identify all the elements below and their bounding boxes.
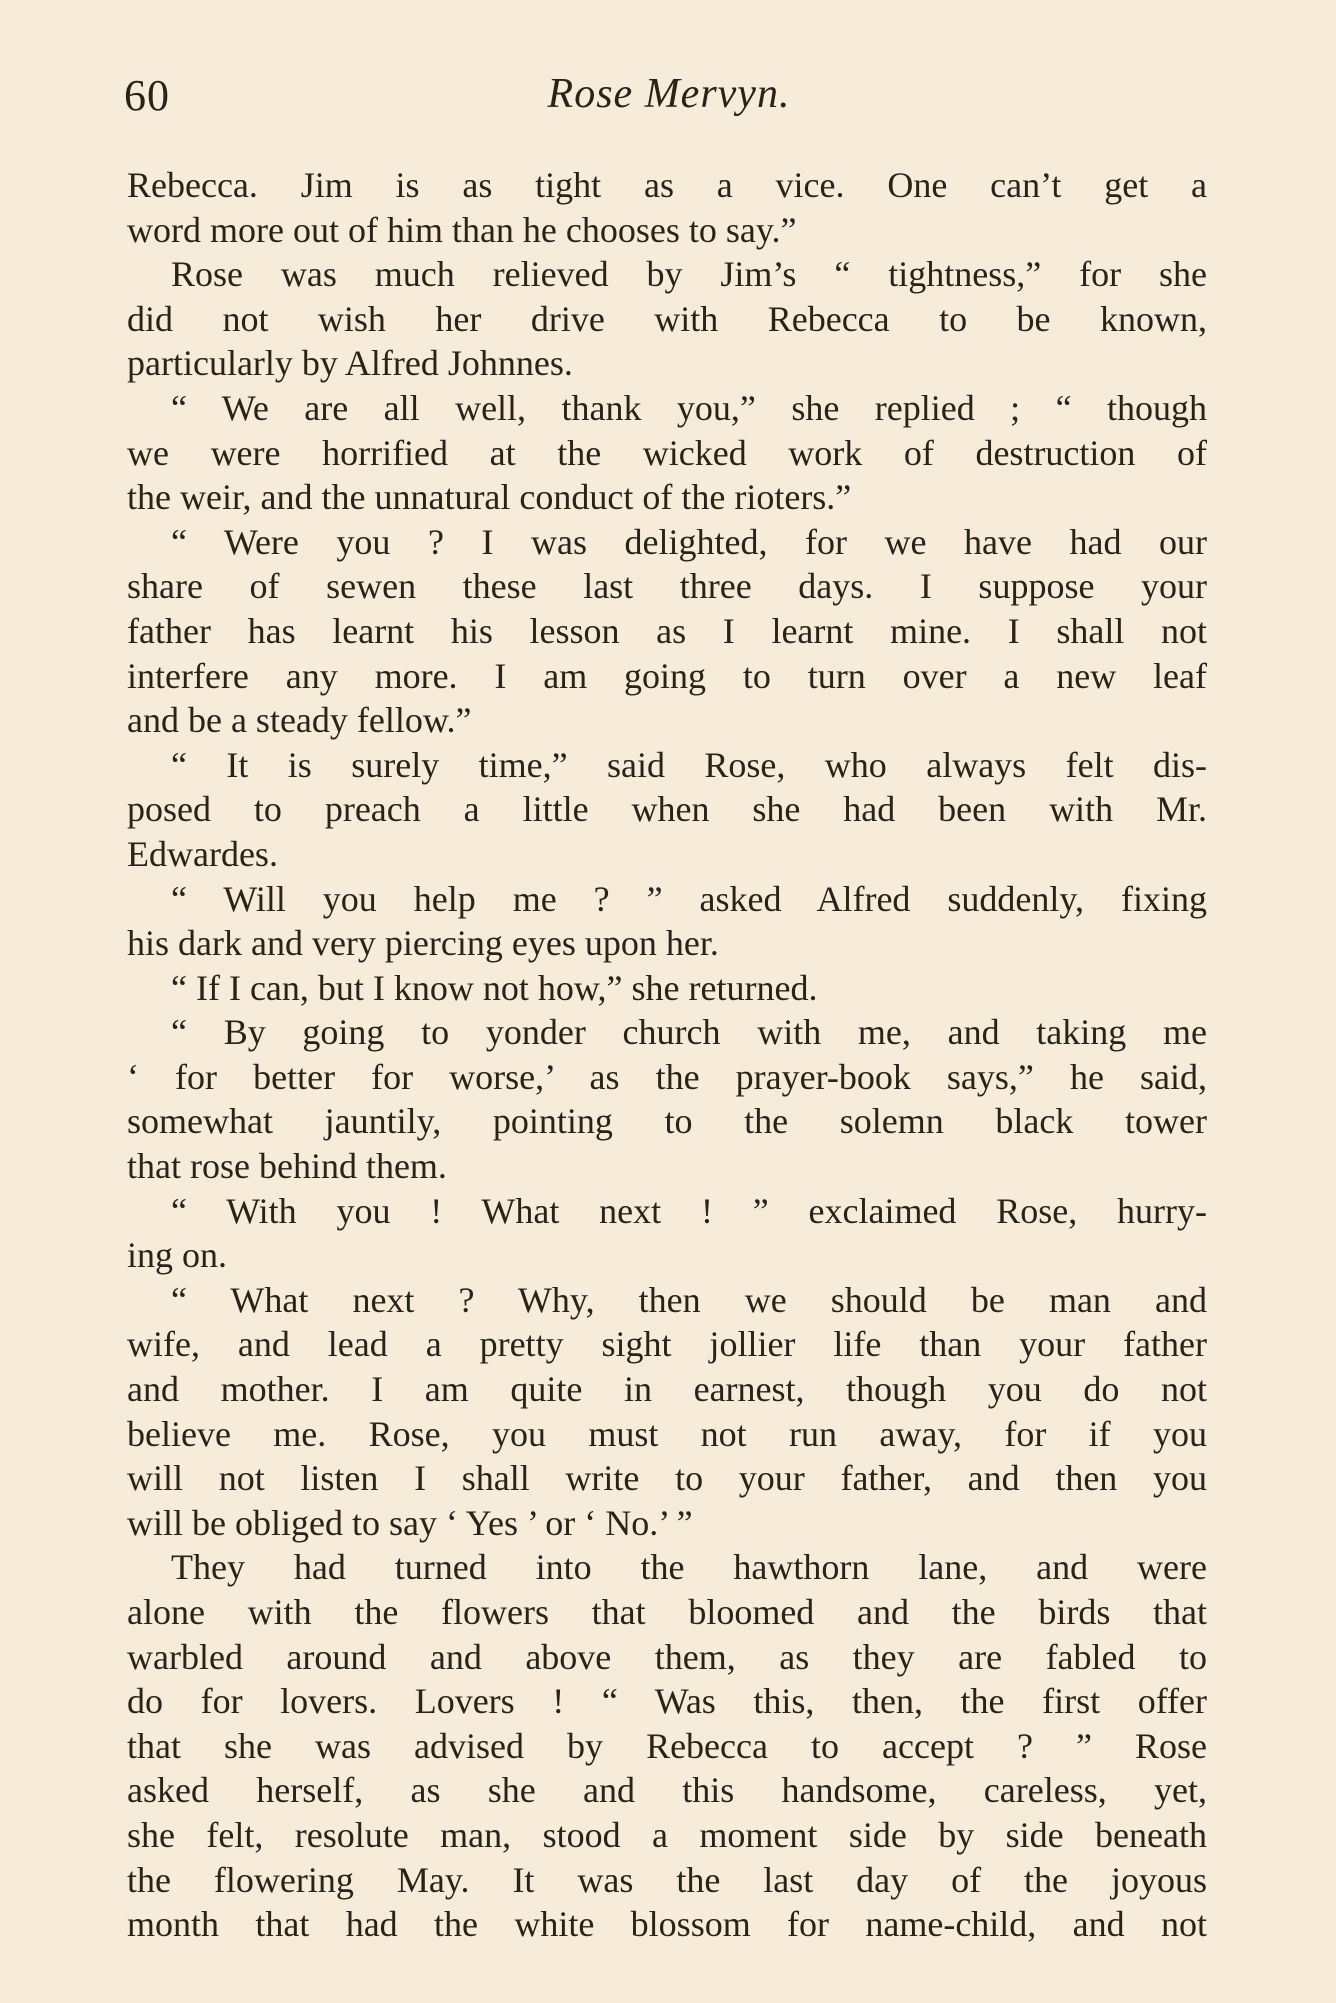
- text-line: will not listen I shall write to your father, and then you: [127, 1458, 1207, 1499]
- text-line: did not wish her drive with Rebecca to be known,: [127, 298, 1207, 339]
- text-line: Rose was much relieved by Jim’s “ tightness,” for she: [171, 254, 1207, 295]
- text-line: will be obliged to say ‘ Yes ’ or ‘ No.’ ”: [127, 1502, 693, 1543]
- text-line: “ Were you ? I was delighted, for we have had our: [171, 521, 1207, 562]
- text-line: and be a steady fellow.”: [127, 700, 472, 741]
- text-line: and mother. I am quite in earnest, though you do not: [127, 1369, 1207, 1410]
- text-line: “ What next ? Why, then we should be man and: [171, 1279, 1207, 1320]
- text-line: interfere any more. I am going to turn over a new leaf: [127, 655, 1207, 696]
- text-line: ing on.: [127, 1235, 228, 1276]
- text-line: share of sewen these last three days. I suppose your: [127, 566, 1207, 607]
- text-line: she felt, resolute man, stood a moment side by side beneath: [127, 1814, 1207, 1855]
- text-line: father has learnt his lesson as I learnt mine. I shall not: [127, 610, 1207, 651]
- text-line: wife, and lead a pretty sight jollier life than your father: [127, 1324, 1207, 1365]
- text-line: that rose behind them.: [127, 1146, 447, 1187]
- text-line: Rebecca. Jim is as tight as a vice. One can’t get a: [127, 165, 1207, 205]
- text-line: ‘ for better for worse,’ as the prayer-book says,” he said,: [127, 1056, 1207, 1097]
- text-line: “ If I can, but I know not how,” she returned.: [171, 967, 818, 1008]
- text-line: “ We are all well, thank you,” she replied ; “ though: [171, 387, 1207, 428]
- text-line: his dark and very piercing eyes upon her.: [127, 923, 719, 964]
- page-header: [124, 70, 1214, 130]
- text-line: “ Will you help me ? ” asked Alfred suddenly, fixing: [171, 878, 1207, 919]
- text-line: somewhat jauntily, pointing to the solemn black tower: [127, 1101, 1207, 1142]
- text-line: word more out of him than he chooses to say.”: [127, 209, 797, 250]
- text-line: “ It is surely time,” said Rose, who always felt dis-: [171, 744, 1207, 785]
- text-line: do for lovers. Lovers ! “ Was this, then, the first offer: [127, 1681, 1207, 1722]
- text-line: asked herself, as she and this handsome, careless, yet,: [127, 1770, 1207, 1811]
- text-line: posed to preach a little when she had been with Mr.: [127, 789, 1207, 830]
- running-title: Rose Mervyn.: [547, 71, 791, 117]
- text-line: the weir, and the unnatural conduct of the rioters.”: [127, 477, 852, 518]
- text-line: that she was advised by Rebecca to accept ? ” Rose: [127, 1725, 1207, 1766]
- text-line: warbled around and above them, as they are fabled to: [127, 1636, 1207, 1677]
- text-line: the flowering May. It was the last day of the joyous: [127, 1859, 1207, 1900]
- text-line: we were horrified at the wicked work of destruction of: [127, 432, 1207, 473]
- text-line: believe me. Rose, you must not run away, for if you: [127, 1413, 1207, 1454]
- body-text: [127, 163, 1207, 1947]
- text-line: alone with the flowers that bloomed and the birds that: [127, 1592, 1207, 1632]
- text-line: month that had the white blossom for name-child, and not: [127, 1904, 1207, 1945]
- text-line: They had turned into the hawthorn lane, and were: [171, 1547, 1207, 1588]
- text-line: particularly by Alfred Johnnes.: [127, 343, 573, 384]
- page-number: 60: [124, 71, 170, 120]
- text-line: “ By going to yonder church with me, and taking me: [171, 1012, 1207, 1053]
- text-line: “ With you ! What next ! ” exclaimed Rose, hurry-: [171, 1190, 1207, 1231]
- text-line: Edwardes.: [127, 833, 278, 874]
